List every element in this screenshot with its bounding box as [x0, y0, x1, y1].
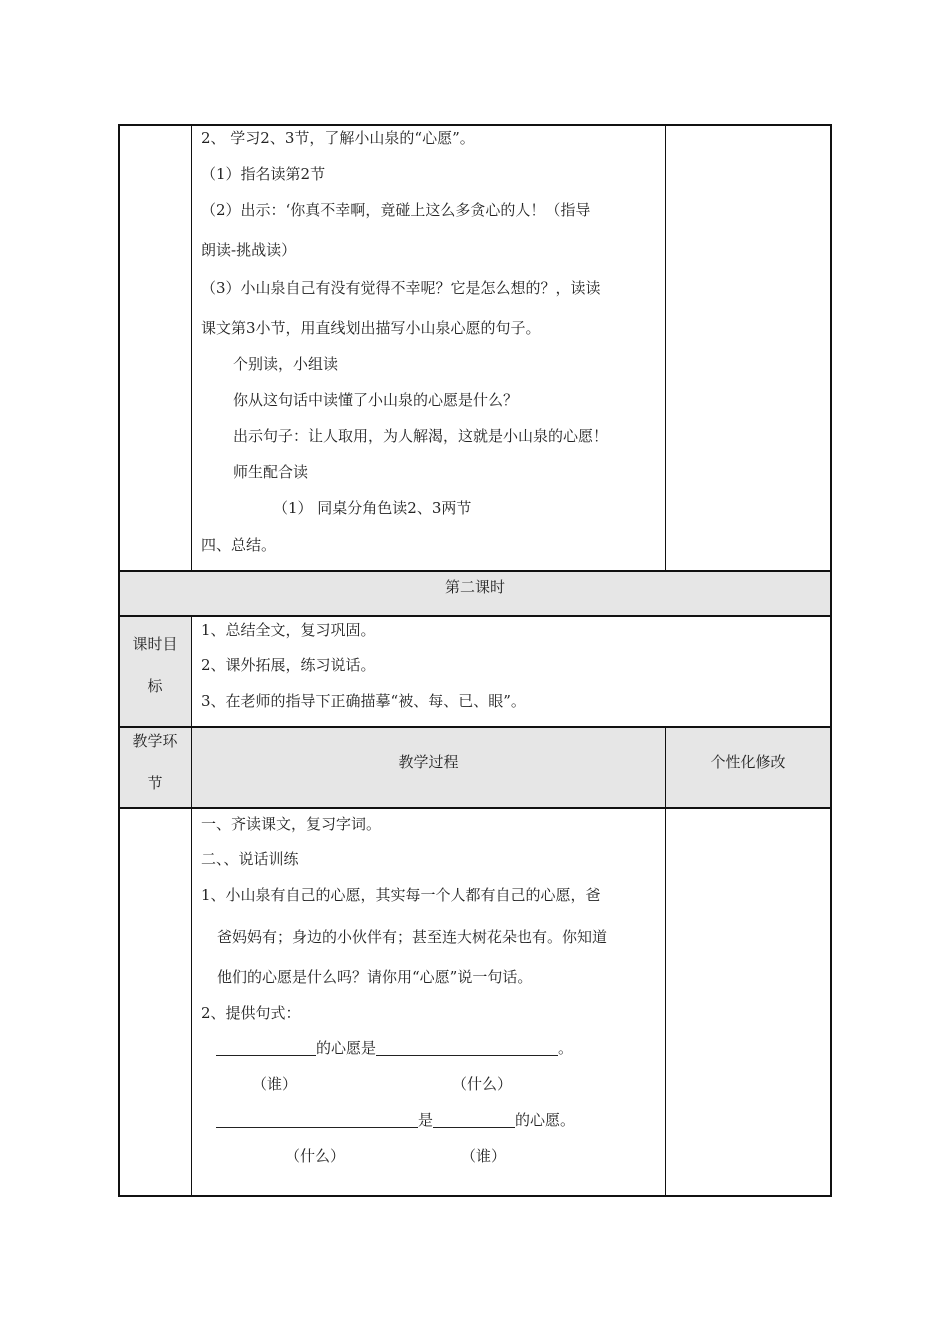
section1-line: 师生配合读	[233, 463, 309, 481]
section1-line: （1）指名读第2节	[201, 165, 326, 183]
fill-blank	[376, 1041, 558, 1056]
pattern-text: 。	[558, 1039, 574, 1057]
section1-line: 你从这句话中读懂了小山泉的心愿是什么？	[233, 391, 519, 409]
section1-line: （3）小山泉自己有没有觉得不幸呢？它是怎么想的？，读读	[201, 279, 601, 297]
objective-item: 2、课外拓展，练习说话。	[201, 656, 376, 674]
pattern-text: 的心愿。	[515, 1111, 576, 1129]
section1-line: 2、 学习2、3节，了解小山泉的“心愿”。	[201, 129, 475, 147]
objective-item: 1、总结全文，复习巩固。	[201, 621, 376, 639]
column-divider	[665, 124, 666, 571]
table-right-border	[830, 124, 832, 1197]
objectives-label: 课时目	[132, 635, 178, 653]
table-bottom-border	[118, 1195, 832, 1197]
header-personal-edits: 个性化修改	[710, 753, 786, 771]
section1-line: （2）出示：‘你真不幸啊，竟碰上这么多贪心的人！（指导	[201, 201, 591, 219]
sentence-pattern-1	[216, 1041, 573, 1056]
pattern-hint: （什么）	[452, 1075, 513, 1093]
pattern-hint: （谁）	[252, 1075, 298, 1093]
row-divider	[118, 570, 832, 572]
section1-line: 四、总结。	[201, 536, 277, 554]
header-teaching-stage: 节	[147, 774, 163, 792]
section2-line: 1、小山泉有自己的心愿，其实每一个人都有自己的心愿，爸	[201, 886, 601, 904]
objective-item: 3、在老师的指导下正确描摹“被、每、已、眼”。	[201, 692, 526, 710]
section1-line: 出示句子：让人取用，为人解渴，这就是小山泉的心愿！	[233, 427, 609, 445]
section2-line: 二、、说话训练	[201, 850, 299, 868]
section1-line: （1） 同桌分角色读2、3两节	[273, 499, 472, 517]
section1-line: 朗读-挑战读）	[201, 241, 297, 259]
section2-line: 2、提供句式：	[201, 1004, 301, 1022]
objectives-label-bg	[119, 617, 191, 726]
row-divider	[118, 615, 832, 617]
objectives-label: 标	[147, 677, 163, 695]
header-teaching-stage: 教学环	[132, 732, 178, 750]
fill-blank	[216, 1041, 316, 1056]
section2-line: 他们的心愿是什么吗？请你用“心愿”说一句话。	[217, 968, 533, 986]
section2-line: 一、齐读课文，复习字词。	[201, 815, 382, 833]
lesson2-title: 第二课时	[444, 578, 505, 596]
header-teaching-process: 教学过程	[398, 753, 459, 771]
pattern-text: 的心愿是	[316, 1039, 377, 1057]
column-divider	[191, 726, 192, 1196]
column-divider	[191, 124, 192, 571]
row-divider	[118, 726, 832, 728]
column-divider	[191, 615, 192, 727]
fill-blank	[433, 1113, 515, 1128]
table-top-border	[118, 124, 832, 126]
fill-blank	[216, 1113, 418, 1128]
pattern-hint: （什么）	[285, 1147, 346, 1165]
sentence-pattern-2	[216, 1113, 575, 1128]
row-divider	[118, 807, 832, 809]
section2-line: 爸妈妈有；身边的小伙伴有；甚至连大树花朵也有。你知道	[217, 928, 608, 946]
column-divider	[665, 726, 666, 1196]
pattern-text: 是	[418, 1111, 434, 1129]
section1-line: 课文第3小节，用直线划出描写小山泉心愿的句子。	[201, 319, 541, 337]
section1-line: 个别读，小组读	[233, 355, 339, 373]
pattern-hint: （谁）	[461, 1147, 507, 1165]
table-left-border	[118, 124, 120, 1197]
